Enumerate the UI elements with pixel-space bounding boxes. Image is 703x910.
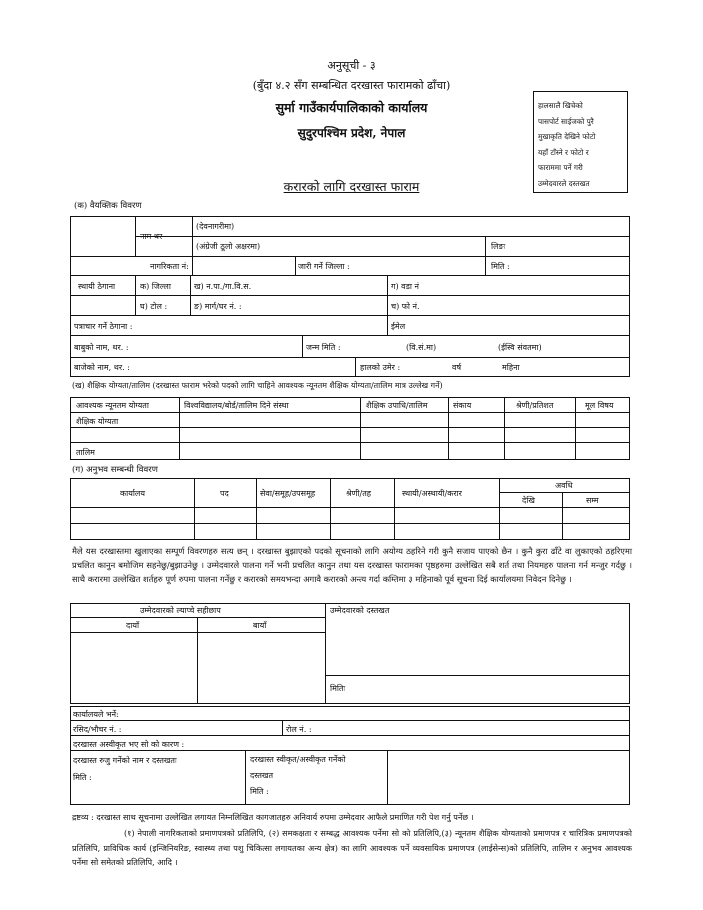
devanagari-name-field[interactable]: (देवनागरीमा): [196, 222, 235, 231]
father-name-field[interactable]: बाबुको नाम, थर. :: [74, 343, 129, 352]
reject-reason-field[interactable]: दरखास्त अस्वीकृत भए सो को कारण :: [73, 740, 185, 749]
section-b-heading: (ख) शैक्षिक योग्यता/तालिम (दरखास्त फाराम भरेको पदको लागि चाहिने आवश्यक न्यूनतम शैक्षिक योग्यता/तालिम मात्र उल्लेख गर्ने): [72, 381, 443, 390]
ward-field[interactable]: ग) वडा नं: [391, 282, 419, 291]
edu-col-institution: विश्वविद्यालय/बोर्ड/तालिम दिने संस्था: [184, 401, 289, 410]
exp-col-level: श्रेणी/तह: [346, 489, 372, 498]
declaration-text: मैले यस दरखास्तमा खुलाएका सम्पूर्ण विवरणहरु सत्य छन् । दरखास्त बुझाएको पदको सूचनाको लागि अयोग्य ठहरिने गरी कुनै सजाय पाएको छैन । कुनै कुरा ढाँटे वा लुकाएको ठहरिएमा प्रचलित कानुन बमोजिम सहनेछु/बुझाउनेछु । उम्मेदवारले पालना गर्ने भनी प्रचलित कानुन तथा यस दरखास्त फारामका पृष्ठहरुमा उल्लेखित सबै शर्त तथा नियमहरु पालना गर्न मन्जुर गर्दछु । साथै करारमा उल्लेखित शर्तहरु पूर्ण रुपमा पालना गर्नेछु र करारको समयभन्दा अगावै करारको अन्त्य गर्दा कम्तिमा ३ महिनाको पूर्व सूचना दिई कार्यालयमा निवेदन दिनेछु ।: [72, 546, 632, 584]
signature-table: [70, 603, 630, 704]
thumbprint-heading: उम्मेदवारको ल्याप्चे सहीछाप: [140, 606, 221, 615]
schedule-label: अनुसूची - ३: [327, 59, 376, 72]
exp-col-type: स्थायी/अस्थायी/करार: [402, 489, 462, 498]
photo-line: हालसालै खिचेको: [538, 101, 583, 110]
section-c-heading: (ग) अनुभव सम्बन्धी विवरण: [72, 465, 158, 475]
photo-line: मुखाकृति देखिने फोटो: [538, 132, 596, 141]
dob-bs-field[interactable]: (वि.सं.मा): [406, 343, 437, 352]
municipality-field[interactable]: ख) न.पा./गा.वि.स.: [194, 282, 252, 291]
submitter-signature-field[interactable]: दरखास्त रुजु गर्नेको नाम र दस्तखतः: [73, 756, 177, 765]
edu-col-major: मूल विषय: [585, 401, 614, 410]
approver-signature-field[interactable]: दस्तखत: [250, 771, 274, 780]
issued-district-field[interactable]: जारी गर्ने जिल्ला :: [298, 262, 350, 271]
exp-col-period: अवधि: [555, 481, 573, 490]
exp-col-post: पद: [220, 489, 229, 498]
photo-line: यहाँ टाँस्ने र फोटो र: [538, 147, 589, 157]
citizenship-field[interactable]: नागरिकता नं:: [150, 262, 189, 271]
edu-col-degree: शैक्षिक उपाधि/तालिम: [366, 401, 428, 410]
approver-label: दरखास्त स्वीकृत/अस्वीकृत गर्नेको: [250, 755, 346, 764]
exp-col-from: देखि: [522, 496, 535, 505]
signature-date-field[interactable]: मितिः: [330, 684, 346, 693]
submitter-date-field[interactable]: मिति :: [73, 773, 92, 782]
grandfather-name-field[interactable]: बाजेको नाम, थर. :: [74, 363, 130, 372]
name-label: नाम थर: [140, 232, 163, 241]
photo-line: फाराममा पर्ने गरी: [538, 163, 583, 172]
edu-row-qualification: शैक्षिक योग्यता: [76, 417, 119, 426]
edu-col-faculty: संकाय: [453, 401, 472, 410]
dob-label: जन्म मिति :: [306, 343, 341, 352]
province-name: सुदुरपश्चिम प्रदेश, नेपाल: [297, 126, 406, 140]
dob-ad-field[interactable]: (ईस्वि संवतमा): [498, 343, 542, 352]
issued-date-field[interactable]: मिति :: [491, 262, 510, 271]
education-table: [70, 397, 630, 460]
receipt-field[interactable]: रसिद/भौचर नं. :: [73, 725, 122, 734]
exp-col-service: सेवा/समूह/उपसमूह: [260, 489, 316, 498]
age-months-label: महिना: [502, 363, 520, 372]
phone-field[interactable]: च) फो नं.: [391, 302, 420, 311]
district-field[interactable]: क) जिल्ला: [140, 282, 171, 291]
office-name: सुर्मा गाउँकार्यपालिकाको कार्यालय: [275, 100, 428, 115]
english-name-field[interactable]: (अंग्रेजी ठूलो अक्षरमा): [196, 242, 261, 251]
photo-line: पासपोर्ट साईजको पुरै: [538, 116, 594, 126]
exp-col-to: सम्म: [586, 496, 599, 505]
exp-col-office: कार्यालय: [120, 489, 145, 498]
note-line-2: (१) नेपाली नागरिकताको प्रमाणपत्रको प्रतिलिपि, (२) समकक्षता र सम्बद्ध आवश्यक पर्नेमा सो को प्रतिलिपि,(३) न्यूनतम शैक्षिक योग्यताको प्रमाणपत्र र चारित्रिक प्रमाणपत्रको प्रतिलिपि, प्राविधिक कार्य (इन्जिनियरिङ, स्वास्थ्य तथा पशु चिकित्सा लगायतका अन्य क्षेत्र) का लागि आवश्यक पर्ने व्यवसायिक प्रमाणपत्र (लाईसेन्स)को प्रतिलिपि, तालिम र अनुभव आवश्यक पर्नेमा सो समेतको प्रतिलिपि, आदि ।: [72, 828, 632, 867]
clause-label: (बुँदा ४.२ सँग सम्बन्धित दरखास्त फारामको ढाँचा): [252, 79, 451, 92]
section-a-heading: (क) वैयक्तिक विवरण: [74, 201, 142, 211]
office-use-table: [70, 706, 630, 805]
correspondence-address-field[interactable]: पत्राचार गर्ने ठेगाना :: [74, 322, 133, 331]
age-years-label: वर्ष: [452, 363, 462, 372]
note-line-1: द्रष्टव्य : दरखास्त साथ सूचनामा उल्लेखित लगायत निम्नलिखित कागजातहरु अनिवार्य रुपमा उम्मेदवार आफैले प्रमाणित गरी पेश गर्नु पर्नेछ ।: [72, 812, 474, 822]
gender-field[interactable]: लिङः: [491, 242, 506, 251]
thumb-right-label: दायाँ: [126, 621, 140, 630]
personal-details-table: [70, 216, 630, 377]
tole-field[interactable]: घ) टोल :: [140, 302, 168, 311]
office-fill-label: कार्यालयले भर्ने:: [73, 710, 119, 719]
candidate-signature-label[interactable]: उम्मेदवारको दस्तखत: [330, 606, 390, 615]
edu-col-min-qualification: आवश्यक न्यूनतम योग्यता: [76, 401, 149, 410]
edu-row-training: तालिम: [76, 448, 95, 457]
thumb-left-label: बायाँ: [253, 621, 267, 630]
roll-number-field[interactable]: रोल नं. :: [286, 725, 312, 734]
permanent-address-label: स्थायी ठेगाना: [78, 282, 116, 291]
edu-col-division: श्रेणी/प्रतिशत: [516, 401, 554, 410]
experience-table: [70, 478, 630, 540]
photo-line: उम्मेदवारले दस्तखत: [538, 178, 590, 188]
email-field[interactable]: ईमेल: [391, 322, 406, 331]
photo-box: [533, 91, 628, 193]
approver-date-field[interactable]: मिति :: [250, 787, 269, 796]
age-label: हालको उमेर :: [360, 363, 401, 372]
road-house-field[interactable]: ङ) मार्ग/घर नं. :: [194, 302, 242, 311]
form-title: करारको लागि दरखास्त फाराम: [283, 179, 420, 194]
